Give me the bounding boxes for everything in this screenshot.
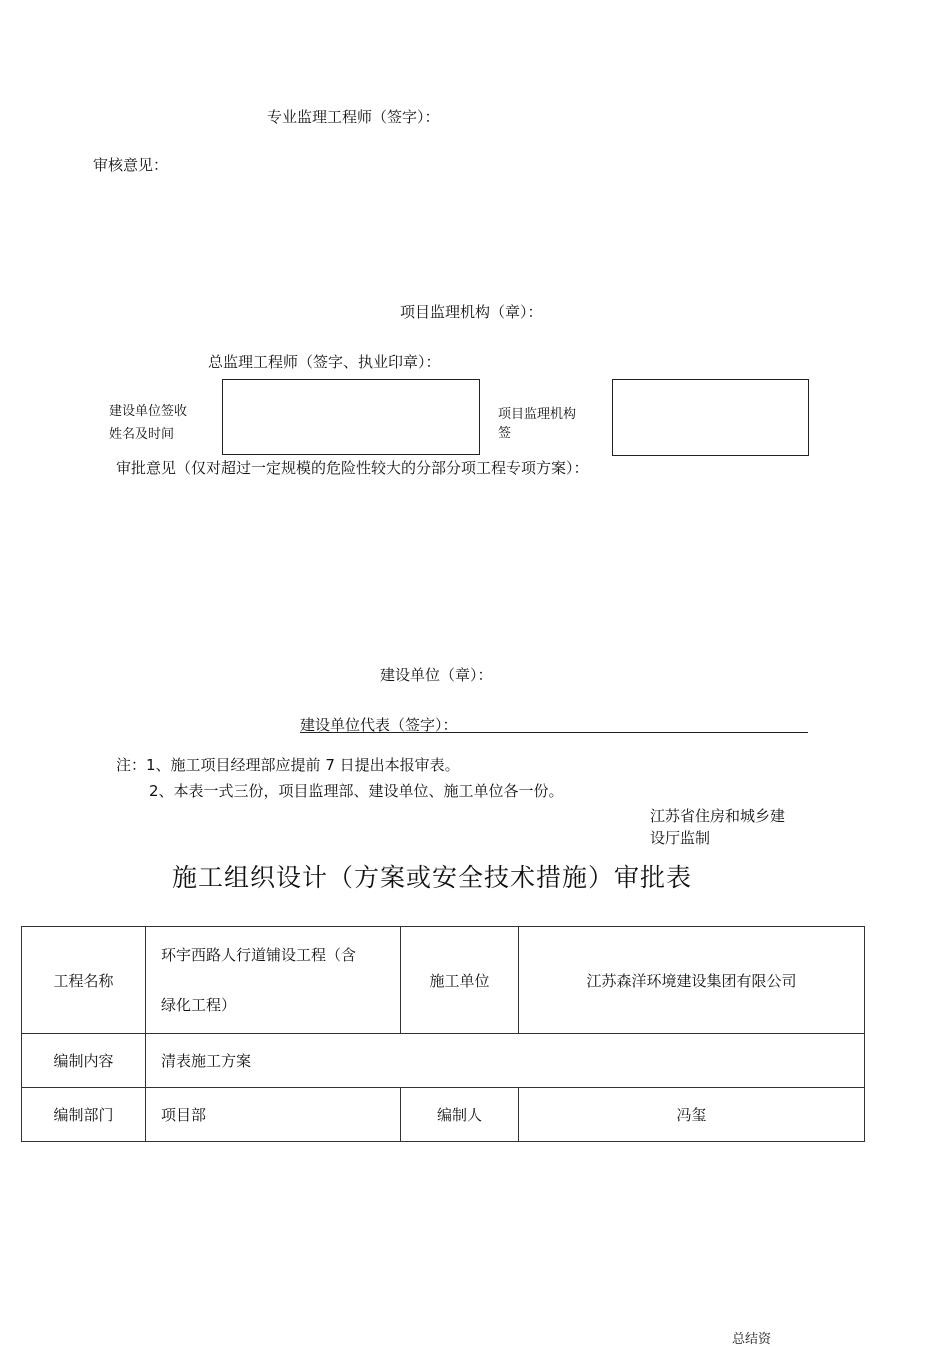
content-label: 编制内容 xyxy=(22,1034,146,1088)
review-opinion-label: 审核意见： xyxy=(93,156,169,174)
specialist-engineer-signature-label: 专业监理工程师（签字）： xyxy=(267,108,440,126)
approval-opinion-label: 审批意见（仅对超过一定规模的危险性较大的分部分项工程专项方案）： xyxy=(116,459,589,477)
owner-representative-signature-line[interactable] xyxy=(300,732,808,733)
project-name-line1: 环宇西路人行道铺设工程（含 xyxy=(161,946,357,964)
author-label: 编制人 xyxy=(401,1088,519,1142)
supervision-sign-label xyxy=(498,403,576,441)
issuer-note xyxy=(650,805,785,849)
owner-receipt-label xyxy=(109,400,187,440)
contractor-value[interactable]: 江苏森洋环境建设集团有限公司 xyxy=(519,927,865,1034)
department-label: 编制部门 xyxy=(22,1088,146,1142)
table-row xyxy=(22,1088,865,1142)
form-title: 施工组织设计（方案或安全技术措施）审批表 xyxy=(172,863,693,892)
contractor-label: 施工单位 xyxy=(401,927,519,1034)
note-2: 2、本表一式三份，项目监理部、建设单位、施工单位各一份。 xyxy=(149,782,564,800)
owner-receipt-signature-box[interactable] xyxy=(222,379,480,455)
author-value[interactable]: 冯玺 xyxy=(519,1088,865,1142)
supervision-org-seal-label: 项目监理机构（章）： xyxy=(400,303,543,321)
department-value[interactable]: 项目部 xyxy=(146,1088,401,1142)
owner-seal-label: 建设单位（章）： xyxy=(380,666,493,684)
table-row xyxy=(22,927,865,1034)
chief-engineer-signature-label: 总监理工程师（签字、执业印章）： xyxy=(208,353,441,371)
owner-representative-label: 建设单位代表（签字）： xyxy=(300,716,458,734)
project-name-label: 工程名称 xyxy=(22,927,146,1034)
supervision-sign-label-line1: 项目监理机构 xyxy=(498,407,577,422)
project-name-value[interactable] xyxy=(146,927,401,1034)
supervision-sign-label-line2: 签 xyxy=(498,426,512,441)
project-info-table xyxy=(21,926,865,1142)
project-name-line2: 绿化工程） xyxy=(161,996,237,1014)
content-value[interactable]: 清表施工方案 xyxy=(146,1034,865,1088)
owner-receipt-label-line2: 姓名及时间 xyxy=(109,427,175,440)
issuer-line2: 设厅监制 xyxy=(650,829,711,847)
note-1: 注：1、施工项目经理部应提前 7 日提出本报审表。 xyxy=(116,756,460,774)
footer-fragment: 总结资 xyxy=(732,1332,772,1347)
issuer-line1: 江苏省住房和城乡建 xyxy=(650,807,786,825)
owner-receipt-label-line1: 建设单位签收 xyxy=(109,404,188,419)
supervision-signature-box[interactable] xyxy=(612,379,809,456)
table-row xyxy=(22,1034,865,1088)
